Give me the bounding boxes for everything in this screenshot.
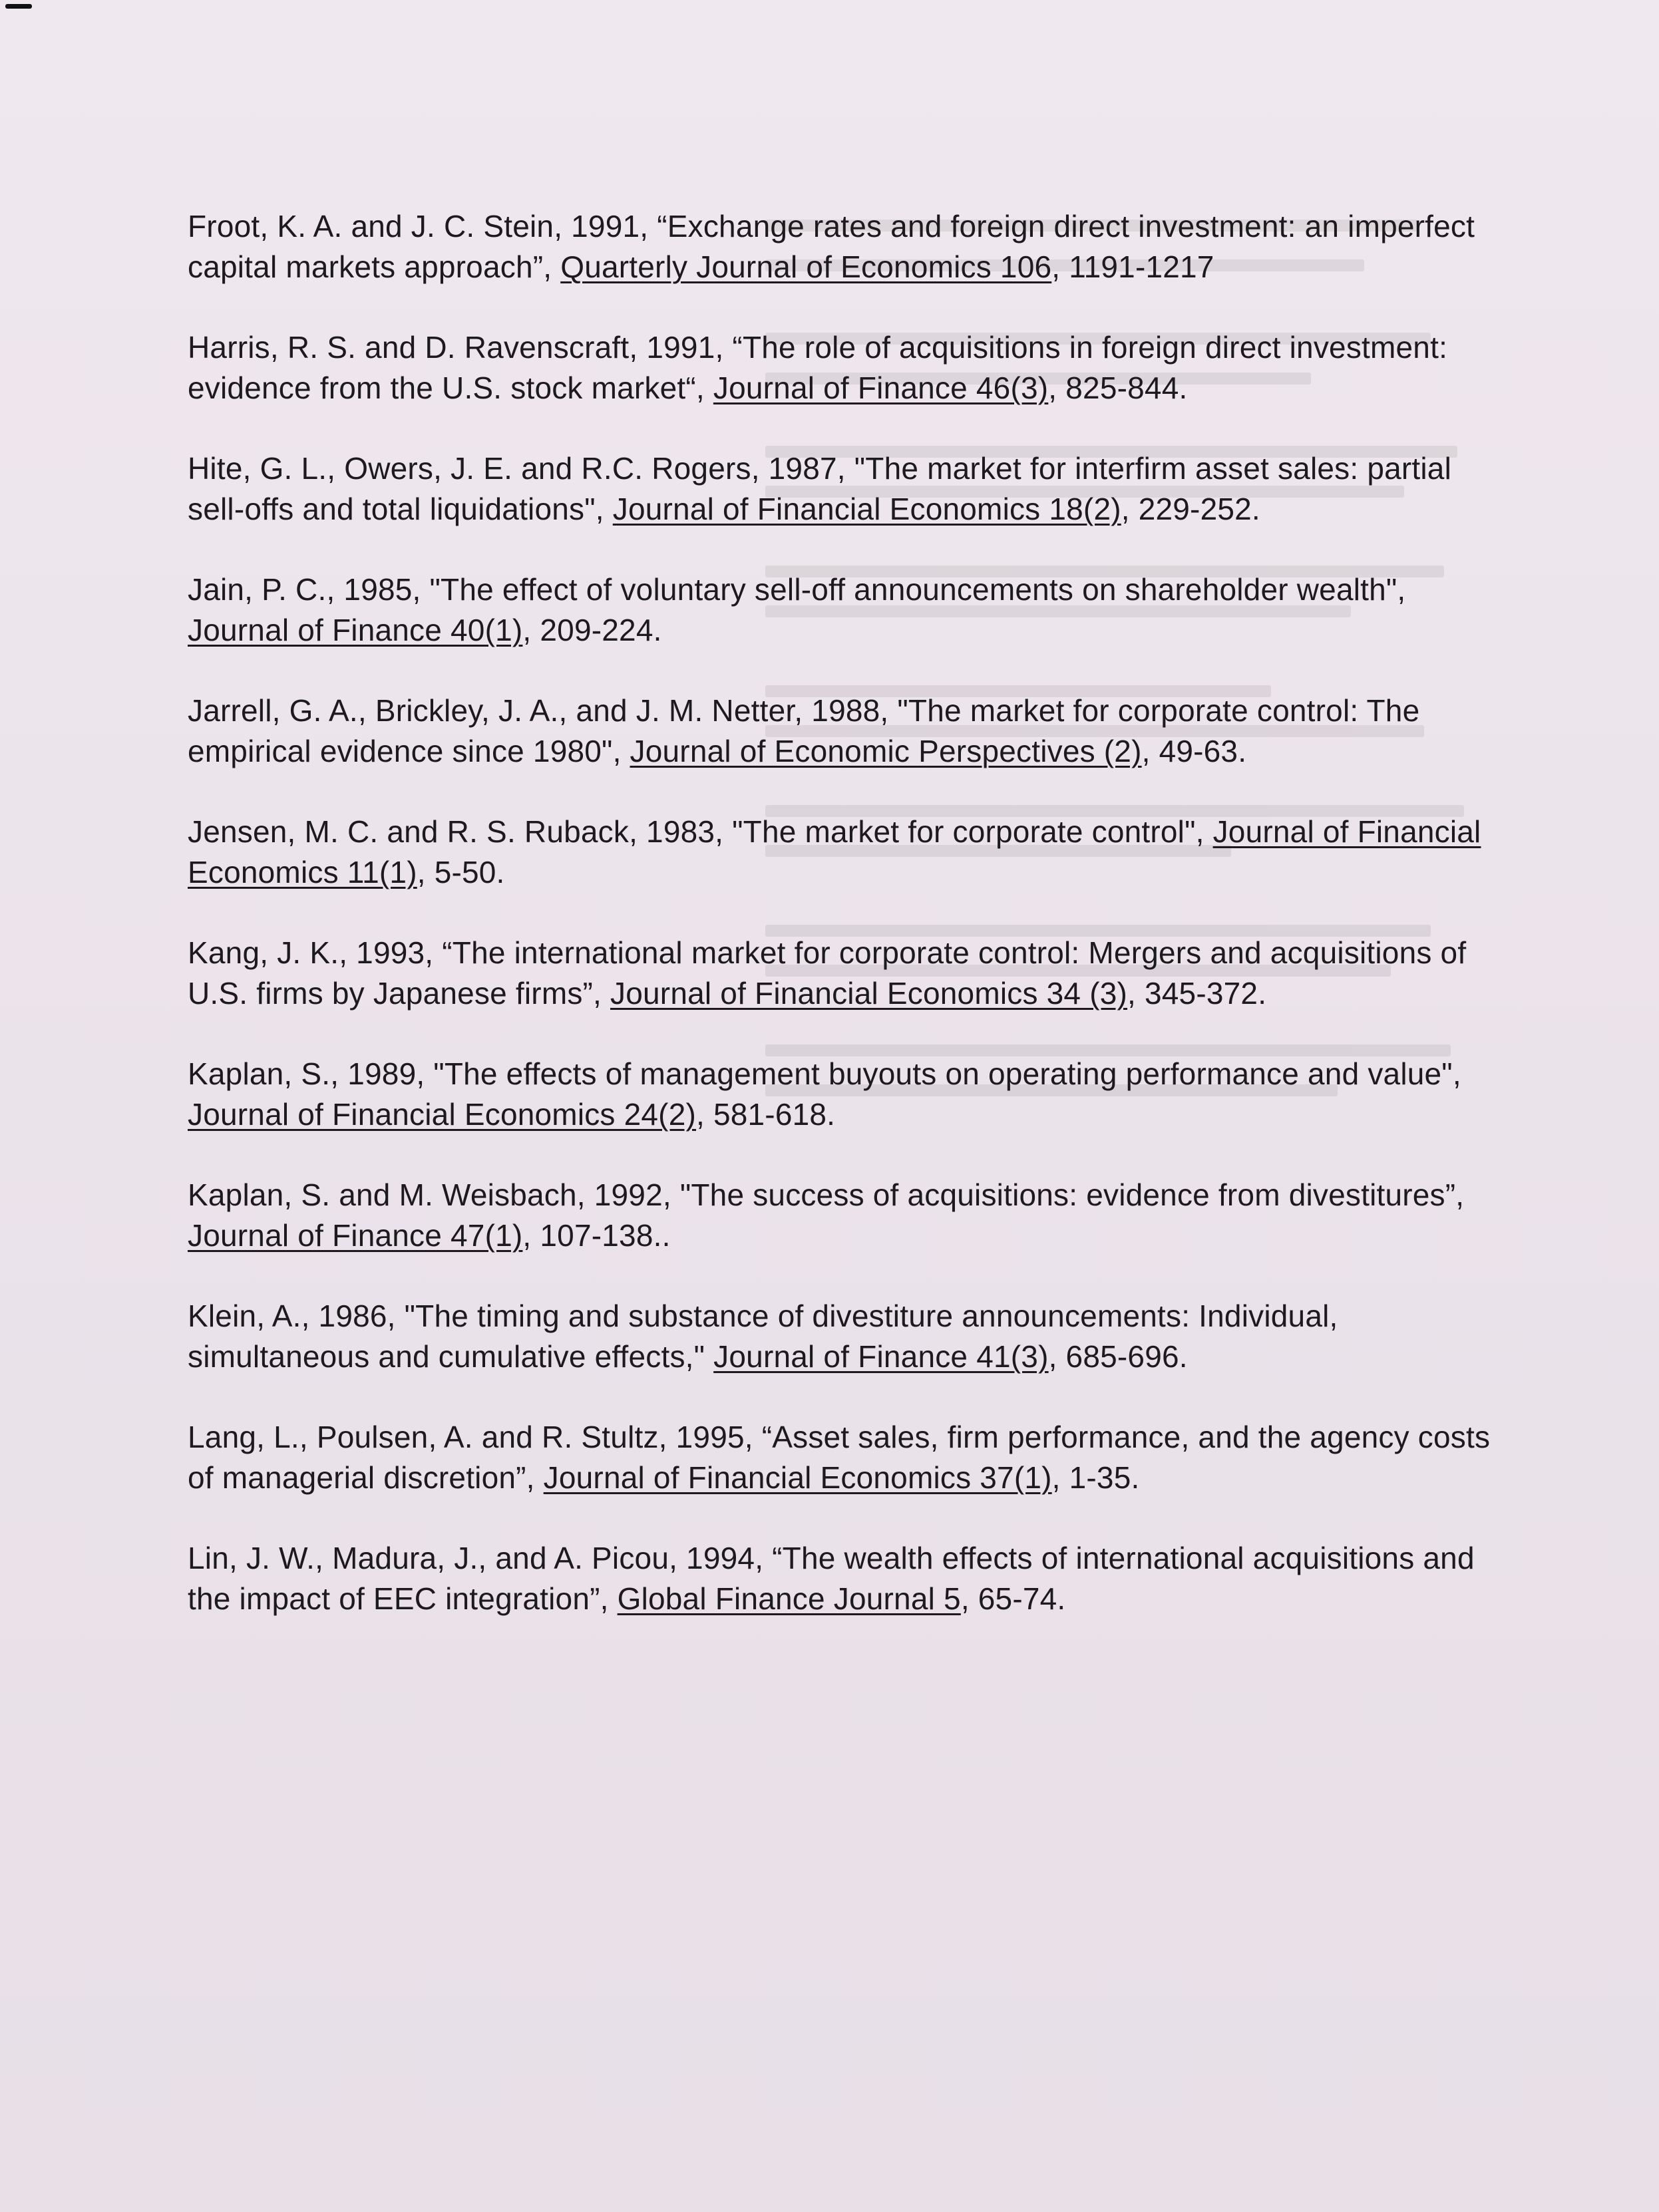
- reference-kang-1993: [188, 933, 1492, 1014]
- journal-name: Journal of Finance 40(1): [188, 613, 523, 647]
- reference-lang-1995: [188, 1417, 1492, 1498]
- reference-pages: , 345-372.: [1127, 976, 1267, 1011]
- reference-pages: , 209-224.: [522, 613, 662, 647]
- reference-text: Jain, P. C., 1985, "The effect of voluntary sell-off announcements on shareholder wealth",: [188, 572, 1406, 607]
- reference-pages: , 1-35.: [1051, 1460, 1140, 1495]
- reference-pages: , 65-74.: [960, 1581, 1066, 1616]
- reference-text: Hite, G. L., Owers, J. E. and R.C. Rogers, 1987, "The market for interfirm asset sales: partial sell-offs and total liquidations",: [188, 451, 1452, 526]
- reference-pages: , 825-844.: [1048, 371, 1188, 405]
- journal-name: Journal of Finance 41(3): [713, 1339, 1049, 1374]
- reference-pages: , 581-618.: [696, 1097, 836, 1132]
- reference-kaplan-1989: [188, 1054, 1492, 1135]
- reference-pages: , 685-696.: [1048, 1339, 1188, 1374]
- journal-name: Journal of Finance 47(1): [188, 1218, 523, 1253]
- reference-jarrell-1988: [188, 691, 1492, 772]
- journal-name: Journal of Financial Economics 34 (3): [610, 976, 1128, 1011]
- journal-name: Journal of Financial Economics 37(1): [543, 1460, 1052, 1495]
- reference-text: Kaplan, S. and M. Weisbach, 1992, "The success of acquisitions: evidence from divestitures”,: [188, 1178, 1465, 1212]
- reference-pages: , 229-252.: [1121, 492, 1260, 526]
- reference-klein-1986: [188, 1296, 1492, 1377]
- journal-name: Journal of Financial Economics 24(2): [188, 1097, 696, 1132]
- reference-text: Harris, R. S. and D. Ravenscraft, 1991, “The role of acquisitions in foreign direct investment: evidence from the U.S. stock market“,: [188, 330, 1448, 405]
- reference-kaplan-weisbach-1992: [188, 1175, 1492, 1256]
- reference-jain-1985: [188, 569, 1492, 651]
- reference-froot-1991: [188, 206, 1492, 287]
- journal-name: Global Finance Journal 5: [617, 1581, 961, 1616]
- reference-text: Kaplan, S., 1989, "The effects of management buyouts on operating performance and value",: [188, 1056, 1461, 1091]
- reference-list: [188, 206, 1492, 1659]
- reference-text: Kang, J. K., 1993, “The international market for corporate control: Mergers and acquisitions of U.S. firms by Japanese firms”,: [188, 935, 1467, 1011]
- reference-text: Lin, J. W., Madura, J., and A. Picou, 1994, “The wealth effects of international acquisitions and the impact of EEC integration”,: [188, 1541, 1475, 1616]
- journal-name: Journal of Financial Economics 18(2): [612, 492, 1121, 526]
- reference-text: Jarrell, G. A., Brickley, J. A., and J. M. Netter, 1988, "The market for corporate control: The empirical evidence since 1980",: [188, 693, 1420, 768]
- reference-lin-1994: [188, 1538, 1492, 1619]
- journal-name: Quarterly Journal of Economics 106: [560, 249, 1052, 284]
- journal-name: Journal of Financial Economics 11(1): [188, 814, 1481, 889]
- reference-harris-1991: [188, 327, 1492, 408]
- reference-pages: , 5-50.: [417, 855, 505, 889]
- reference-text: Froot, K. A. and J. C. Stein, 1991, “Exchange rates and foreign direct investment: an imperfect capital markets approach”,: [188, 209, 1475, 284]
- reference-pages: , 49-63.: [1141, 734, 1247, 768]
- reference-jensen-1983: [188, 812, 1492, 893]
- journal-name: Journal of Economic Perspectives (2): [630, 734, 1142, 768]
- journal-name: Journal of Finance 46(3): [713, 371, 1049, 405]
- reference-pages: , 1191-1217: [1051, 249, 1214, 284]
- reference-text: Klein, A., 1986, "The timing and substance of divestiture announcements: Individual, simultaneous and cumulative effects,": [188, 1299, 1338, 1374]
- reference-text: Lang, L., Poulsen, A. and R. Stultz, 1995, “Asset sales, firm performance, and the agency costs of managerial discretion”,: [188, 1420, 1491, 1495]
- reference-pages: , 107-138..: [522, 1218, 671, 1253]
- reference-text: Jensen, M. C. and R. S. Ruback, 1983, "The market for corporate control",: [188, 814, 1213, 849]
- reference-hite-1987: [188, 448, 1492, 530]
- scan-mark: [5, 4, 32, 9]
